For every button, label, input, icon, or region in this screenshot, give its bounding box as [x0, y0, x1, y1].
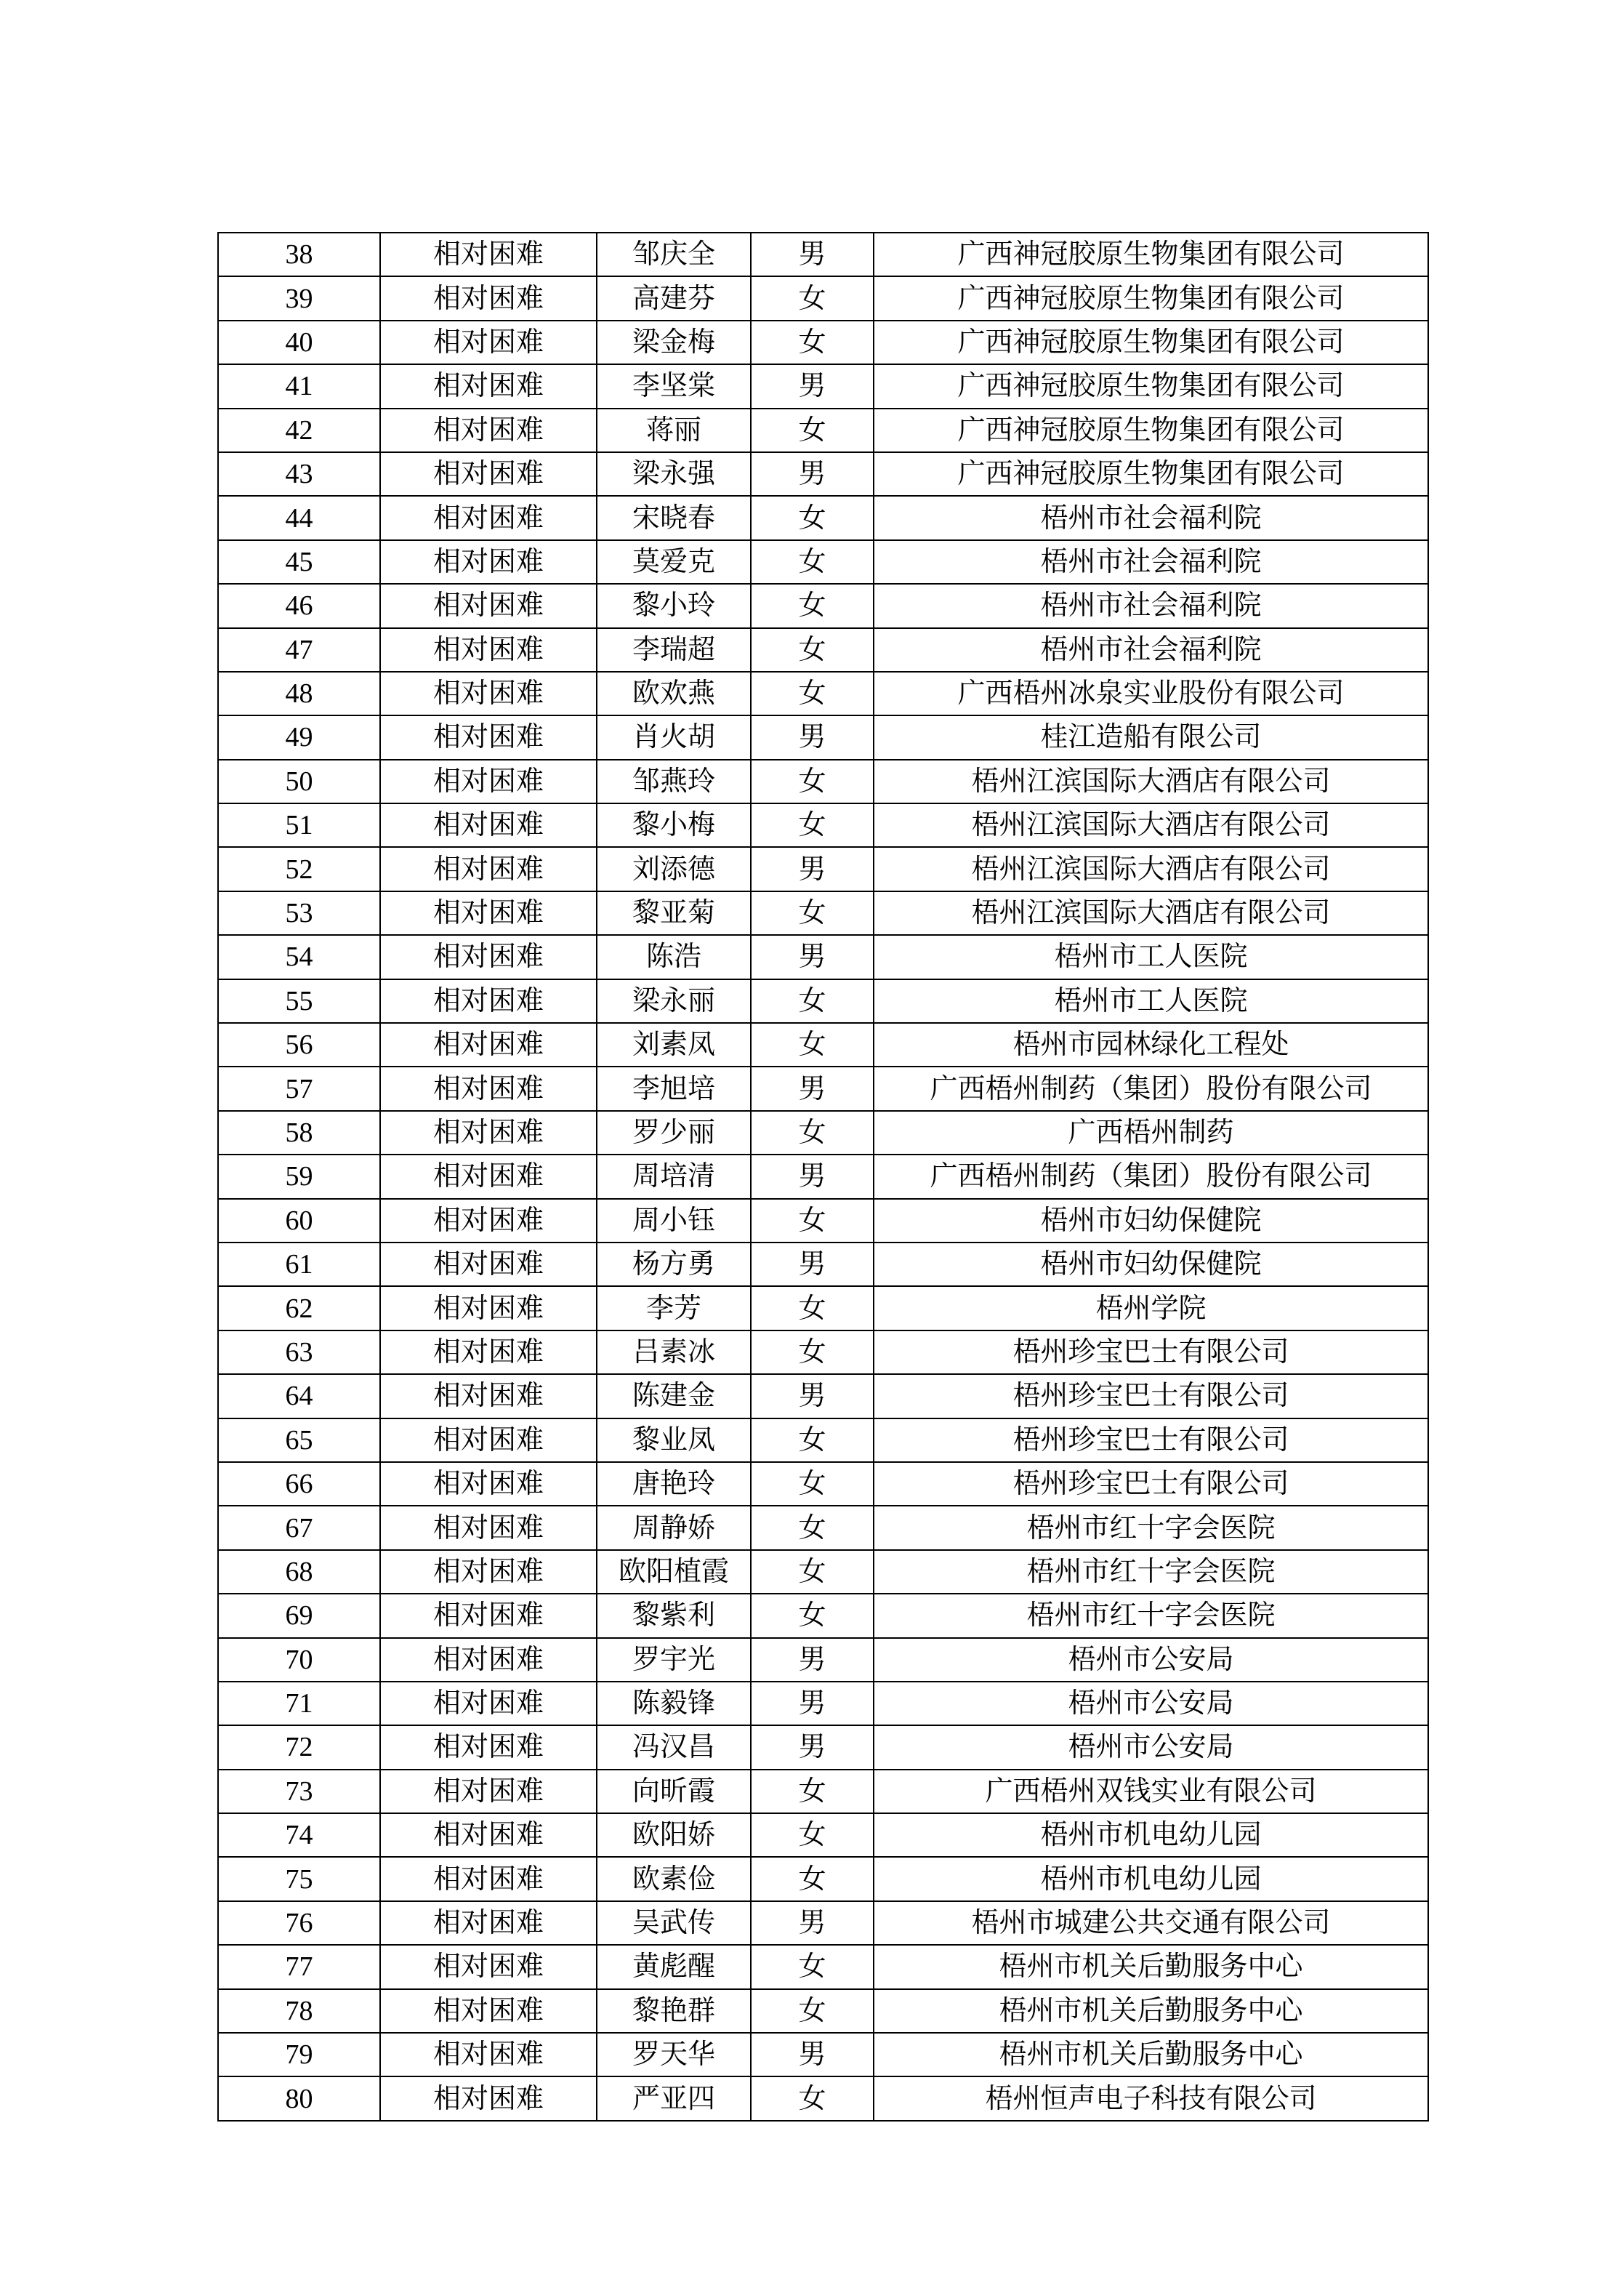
cell-difficulty-status: 相对困难: [380, 1374, 597, 1418]
cell-person-name: 陈建金: [597, 1374, 751, 1418]
cell-gender: 男: [751, 715, 874, 759]
table-row: [218, 321, 1428, 364]
cell-gender: 女: [751, 1594, 874, 1637]
cell-row-number: 79: [218, 2033, 380, 2076]
cell-difficulty-status: 相对困难: [380, 1989, 597, 2033]
cell-gender: 男: [751, 935, 874, 979]
table-row: [218, 1023, 1428, 1067]
cell-difficulty-status: 相对困难: [380, 452, 597, 496]
cell-gender: 女: [751, 584, 874, 627]
cell-employer: 梧州市红十字会医院: [874, 1550, 1428, 1594]
cell-employer: 梧州市妇幼保健院: [874, 1243, 1428, 1286]
cell-row-number: 49: [218, 715, 380, 759]
cell-gender: 女: [751, 1857, 874, 1900]
cell-row-number: 41: [218, 364, 380, 408]
cell-row-number: 50: [218, 760, 380, 803]
cell-difficulty-status: 相对困难: [380, 1286, 597, 1330]
cell-row-number: 43: [218, 452, 380, 496]
cell-row-number: 69: [218, 1594, 380, 1637]
cell-row-number: 68: [218, 1550, 380, 1594]
cell-row-number: 63: [218, 1330, 380, 1374]
cell-difficulty-status: 相对困难: [380, 2033, 597, 2076]
cell-person-name: 肖火胡: [597, 715, 751, 759]
cell-gender: 男: [751, 2033, 874, 2076]
cell-gender: 女: [751, 672, 874, 715]
cell-gender: 女: [751, 1989, 874, 2033]
cell-difficulty-status: 相对困难: [380, 1638, 597, 1682]
table-row: [218, 760, 1428, 803]
cell-row-number: 65: [218, 1418, 380, 1462]
table-row: [218, 1374, 1428, 1418]
cell-gender: 女: [751, 321, 874, 364]
cell-person-name: 罗少丽: [597, 1111, 751, 1155]
table-row: [218, 1243, 1428, 1286]
cell-row-number: 73: [218, 1770, 380, 1813]
cell-person-name: 蒋丽: [597, 409, 751, 452]
cell-employer: 梧州市社会福利院: [874, 584, 1428, 627]
table-row: [218, 496, 1428, 539]
cell-gender: 男: [751, 233, 874, 276]
cell-difficulty-status: 相对困难: [380, 1462, 597, 1506]
table-row: [218, 409, 1428, 452]
cell-gender: 男: [751, 1725, 874, 1769]
cell-row-number: 70: [218, 1638, 380, 1682]
cell-difficulty-status: 相对困难: [380, 1682, 597, 1725]
cell-difficulty-status: 相对困难: [380, 935, 597, 979]
cell-difficulty-status: 相对困难: [380, 1725, 597, 1769]
cell-employer: 梧州市园林绿化工程处: [874, 1023, 1428, 1067]
table-row: [218, 803, 1428, 847]
cell-row-number: 39: [218, 276, 380, 320]
table-row: [218, 1506, 1428, 1549]
cell-person-name: 黎紫利: [597, 1594, 751, 1637]
table-row: [218, 715, 1428, 759]
cell-person-name: 吕素冰: [597, 1330, 751, 1374]
cell-person-name: 李旭培: [597, 1067, 751, 1110]
cell-difficulty-status: 相对困难: [380, 1770, 597, 1813]
cell-employer: 梧州市机电幼儿园: [874, 1813, 1428, 1857]
cell-row-number: 71: [218, 1682, 380, 1725]
cell-employer: 梧州江滨国际大酒店有限公司: [874, 891, 1428, 935]
table-row: [218, 847, 1428, 891]
cell-employer: 广西神冠胶原生物集团有限公司: [874, 276, 1428, 320]
cell-difficulty-status: 相对困难: [380, 628, 597, 672]
cell-difficulty-status: 相对困难: [380, 540, 597, 584]
cell-employer: 梧州市公安局: [874, 1682, 1428, 1725]
table-row: [218, 979, 1428, 1023]
cell-gender: 女: [751, 1286, 874, 1330]
cell-difficulty-status: 相对困难: [380, 979, 597, 1023]
cell-row-number: 47: [218, 628, 380, 672]
cell-difficulty-status: 相对困难: [380, 321, 597, 364]
cell-row-number: 48: [218, 672, 380, 715]
cell-difficulty-status: 相对困难: [380, 1945, 597, 1988]
cell-person-name: 周静娇: [597, 1506, 751, 1549]
cell-employer: 梧州江滨国际大酒店有限公司: [874, 847, 1428, 891]
cell-difficulty-status: 相对困难: [380, 760, 597, 803]
cell-gender: 女: [751, 1418, 874, 1462]
table-row: [218, 1813, 1428, 1857]
table-row: [218, 672, 1428, 715]
cell-difficulty-status: 相对困难: [380, 1550, 597, 1594]
cell-person-name: 邹庆全: [597, 233, 751, 276]
cell-person-name: 周培清: [597, 1155, 751, 1198]
cell-difficulty-status: 相对困难: [380, 1901, 597, 1945]
cell-person-name: 严亚四: [597, 2076, 751, 2121]
cell-employer: 梧州市机关后勤服务中心: [874, 1945, 1428, 1988]
cell-difficulty-status: 相对困难: [380, 584, 597, 627]
table-row: [218, 276, 1428, 320]
cell-difficulty-status: 相对困难: [380, 891, 597, 935]
table-row: [218, 1286, 1428, 1330]
cell-person-name: 杨方勇: [597, 1243, 751, 1286]
cell-person-name: 刘添德: [597, 847, 751, 891]
cell-employer: 梧州市机关后勤服务中心: [874, 1989, 1428, 2033]
cell-difficulty-status: 相对困难: [380, 672, 597, 715]
cell-gender: 男: [751, 1155, 874, 1198]
table-row: [218, 1989, 1428, 2033]
cell-difficulty-status: 相对困难: [380, 1023, 597, 1067]
cell-difficulty-status: 相对困难: [380, 847, 597, 891]
cell-row-number: 45: [218, 540, 380, 584]
cell-employer: 梧州市机电幼儿园: [874, 1857, 1428, 1900]
cell-row-number: 59: [218, 1155, 380, 1198]
cell-difficulty-status: 相对困难: [380, 1155, 597, 1198]
table-row: [218, 1901, 1428, 1945]
cell-person-name: 陈毅锋: [597, 1682, 751, 1725]
cell-person-name: 黎艳群: [597, 1989, 751, 2033]
cell-row-number: 78: [218, 1989, 380, 2033]
cell-employer: 广西神冠胶原生物集团有限公司: [874, 409, 1428, 452]
cell-person-name: 黎小玲: [597, 584, 751, 627]
cell-person-name: 欧欢燕: [597, 672, 751, 715]
cell-gender: 女: [751, 409, 874, 452]
cell-person-name: 冯汉昌: [597, 1725, 751, 1769]
cell-person-name: 黎小梅: [597, 803, 751, 847]
cell-person-name: 梁永强: [597, 452, 751, 496]
table-row: [218, 1638, 1428, 1682]
table-row: [218, 1330, 1428, 1374]
cell-row-number: 62: [218, 1286, 380, 1330]
cell-difficulty-status: 相对困难: [380, 1330, 597, 1374]
cell-gender: 女: [751, 2076, 874, 2121]
cell-gender: 男: [751, 1638, 874, 1682]
cell-employer: 广西梧州制药: [874, 1111, 1428, 1155]
cell-person-name: 刘素凤: [597, 1023, 751, 1067]
cell-employer: 广西梧州双钱实业有限公司: [874, 1770, 1428, 1813]
cell-person-name: 黄彪醒: [597, 1945, 751, 1988]
cell-person-name: 梁永丽: [597, 979, 751, 1023]
cell-employer: 广西神冠胶原生物集团有限公司: [874, 233, 1428, 276]
cell-employer: 梧州珍宝巴士有限公司: [874, 1374, 1428, 1418]
cell-difficulty-status: 相对困难: [380, 715, 597, 759]
table-row: [218, 452, 1428, 496]
cell-difficulty-status: 相对困难: [380, 1199, 597, 1243]
cell-row-number: 55: [218, 979, 380, 1023]
cell-employer: 梧州珍宝巴士有限公司: [874, 1418, 1428, 1462]
cell-difficulty-status: 相对困难: [380, 803, 597, 847]
cell-gender: 男: [751, 452, 874, 496]
cell-employer: 梧州市社会福利院: [874, 496, 1428, 539]
cell-employer: 广西神冠胶原生物集团有限公司: [874, 321, 1428, 364]
cell-employer: 梧州市机关后勤服务中心: [874, 2033, 1428, 2076]
cell-difficulty-status: 相对困难: [380, 2076, 597, 2121]
cell-employer: 梧州市工人医院: [874, 979, 1428, 1023]
cell-employer: 梧州恒声电子科技有限公司: [874, 2076, 1428, 2121]
cell-employer: 梧州市社会福利院: [874, 628, 1428, 672]
cell-row-number: 53: [218, 891, 380, 935]
cell-person-name: 罗宇光: [597, 1638, 751, 1682]
cell-employer: 梧州学院: [874, 1286, 1428, 1330]
cell-difficulty-status: 相对困难: [380, 1813, 597, 1857]
cell-difficulty-status: 相对困难: [380, 1506, 597, 1549]
cell-person-name: 黎业凤: [597, 1418, 751, 1462]
cell-gender: 女: [751, 1813, 874, 1857]
table-row: [218, 364, 1428, 408]
table-row: [218, 233, 1428, 276]
cell-row-number: 52: [218, 847, 380, 891]
table-row: [218, 1111, 1428, 1155]
cell-gender: 女: [751, 1023, 874, 1067]
cell-gender: 女: [751, 1330, 874, 1374]
roster-table-body: [218, 233, 1428, 2121]
cell-person-name: 邹燕玲: [597, 760, 751, 803]
roster-table: [217, 232, 1429, 2122]
cell-difficulty-status: 相对困难: [380, 233, 597, 276]
cell-gender: 女: [751, 1199, 874, 1243]
cell-employer: 梧州珍宝巴士有限公司: [874, 1462, 1428, 1506]
cell-row-number: 80: [218, 2076, 380, 2121]
table-row: [218, 2076, 1428, 2121]
table-row: [218, 1462, 1428, 1506]
table-row: [218, 1725, 1428, 1769]
cell-person-name: 宋晓春: [597, 496, 751, 539]
cell-row-number: 60: [218, 1199, 380, 1243]
cell-row-number: 74: [218, 1813, 380, 1857]
cell-gender: 女: [751, 803, 874, 847]
cell-employer: 梧州江滨国际大酒店有限公司: [874, 803, 1428, 847]
cell-difficulty-status: 相对困难: [380, 1594, 597, 1637]
table-row: [218, 891, 1428, 935]
cell-gender: 男: [751, 1901, 874, 1945]
table-row: [218, 628, 1428, 672]
cell-row-number: 54: [218, 935, 380, 979]
table-row: [218, 1155, 1428, 1198]
cell-person-name: 向昕霞: [597, 1770, 751, 1813]
cell-gender: 女: [751, 1770, 874, 1813]
cell-gender: 女: [751, 276, 874, 320]
table-row: [218, 1770, 1428, 1813]
cell-person-name: 黎亚菊: [597, 891, 751, 935]
cell-gender: 男: [751, 847, 874, 891]
cell-employer: 广西梧州制药（集团）股份有限公司: [874, 1155, 1428, 1198]
cell-person-name: 莫爱克: [597, 540, 751, 584]
table-row: [218, 1857, 1428, 1900]
table-row: [218, 1550, 1428, 1594]
cell-person-name: 欧阳植霞: [597, 1550, 751, 1594]
cell-row-number: 61: [218, 1243, 380, 1286]
cell-employer: 梧州市公安局: [874, 1725, 1428, 1769]
table-row: [218, 1945, 1428, 1988]
cell-employer: 梧州市社会福利院: [874, 540, 1428, 584]
cell-person-name: 欧素俭: [597, 1857, 751, 1900]
cell-row-number: 67: [218, 1506, 380, 1549]
cell-employer: 梧州江滨国际大酒店有限公司: [874, 760, 1428, 803]
cell-gender: 女: [751, 1550, 874, 1594]
cell-difficulty-status: 相对困难: [380, 1418, 597, 1462]
table-row: [218, 584, 1428, 627]
table-row: [218, 540, 1428, 584]
cell-row-number: 77: [218, 1945, 380, 1988]
cell-gender: 女: [751, 979, 874, 1023]
cell-person-name: 梁金梅: [597, 321, 751, 364]
cell-row-number: 75: [218, 1857, 380, 1900]
cell-person-name: 欧阳娇: [597, 1813, 751, 1857]
cell-row-number: 56: [218, 1023, 380, 1067]
cell-gender: 男: [751, 1374, 874, 1418]
cell-row-number: 42: [218, 409, 380, 452]
cell-difficulty-status: 相对困难: [380, 1111, 597, 1155]
cell-employer: 广西梧州制药（集团）股份有限公司: [874, 1067, 1428, 1110]
cell-row-number: 44: [218, 496, 380, 539]
cell-employer: 梧州市工人医院: [874, 935, 1428, 979]
cell-employer: 广西神冠胶原生物集团有限公司: [874, 452, 1428, 496]
cell-employer: 梧州珍宝巴士有限公司: [874, 1330, 1428, 1374]
cell-difficulty-status: 相对困难: [380, 364, 597, 408]
cell-gender: 女: [751, 628, 874, 672]
cell-person-name: 李瑞超: [597, 628, 751, 672]
cell-employer: 梧州市妇幼保健院: [874, 1199, 1428, 1243]
cell-person-name: 李坚棠: [597, 364, 751, 408]
table-row: [218, 1594, 1428, 1637]
cell-row-number: 58: [218, 1111, 380, 1155]
cell-employer: 梧州市红十字会医院: [874, 1506, 1428, 1549]
cell-row-number: 66: [218, 1462, 380, 1506]
cell-gender: 女: [751, 540, 874, 584]
cell-row-number: 40: [218, 321, 380, 364]
table-row: [218, 1067, 1428, 1110]
cell-gender: 男: [751, 1243, 874, 1286]
cell-person-name: 高建芬: [597, 276, 751, 320]
cell-gender: 女: [751, 1506, 874, 1549]
cell-row-number: 64: [218, 1374, 380, 1418]
cell-difficulty-status: 相对困难: [380, 1857, 597, 1900]
cell-gender: 女: [751, 891, 874, 935]
cell-difficulty-status: 相对困难: [380, 1067, 597, 1110]
cell-row-number: 57: [218, 1067, 380, 1110]
cell-difficulty-status: 相对困难: [380, 409, 597, 452]
cell-difficulty-status: 相对困难: [380, 276, 597, 320]
cell-person-name: 罗天华: [597, 2033, 751, 2076]
cell-gender: 女: [751, 496, 874, 539]
cell-gender: 男: [751, 364, 874, 408]
cell-person-name: 吴武传: [597, 1901, 751, 1945]
cell-employer: 梧州市公安局: [874, 1638, 1428, 1682]
cell-row-number: 76: [218, 1901, 380, 1945]
cell-person-name: 李芳: [597, 1286, 751, 1330]
table-row: [218, 2033, 1428, 2076]
cell-employer: 梧州市城建公共交通有限公司: [874, 1901, 1428, 1945]
cell-row-number: 46: [218, 584, 380, 627]
cell-employer: 广西神冠胶原生物集团有限公司: [874, 364, 1428, 408]
cell-gender: 女: [751, 1945, 874, 1988]
cell-difficulty-status: 相对困难: [380, 1243, 597, 1286]
cell-employer: 广西梧州冰泉实业股份有限公司: [874, 672, 1428, 715]
cell-person-name: 周小钰: [597, 1199, 751, 1243]
cell-person-name: 陈浩: [597, 935, 751, 979]
cell-person-name: 唐艳玲: [597, 1462, 751, 1506]
table-row: [218, 1418, 1428, 1462]
cell-gender: 男: [751, 1682, 874, 1725]
cell-employer: 梧州市红十字会医院: [874, 1594, 1428, 1637]
table-row: [218, 1682, 1428, 1725]
cell-row-number: 51: [218, 803, 380, 847]
table-row: [218, 935, 1428, 979]
cell-row-number: 38: [218, 233, 380, 276]
cell-gender: 女: [751, 1111, 874, 1155]
cell-gender: 女: [751, 1462, 874, 1506]
cell-gender: 男: [751, 1067, 874, 1110]
cell-difficulty-status: 相对困难: [380, 496, 597, 539]
cell-employer: 桂江造船有限公司: [874, 715, 1428, 759]
cell-gender: 女: [751, 760, 874, 803]
table-row: [218, 1199, 1428, 1243]
cell-row-number: 72: [218, 1725, 380, 1769]
